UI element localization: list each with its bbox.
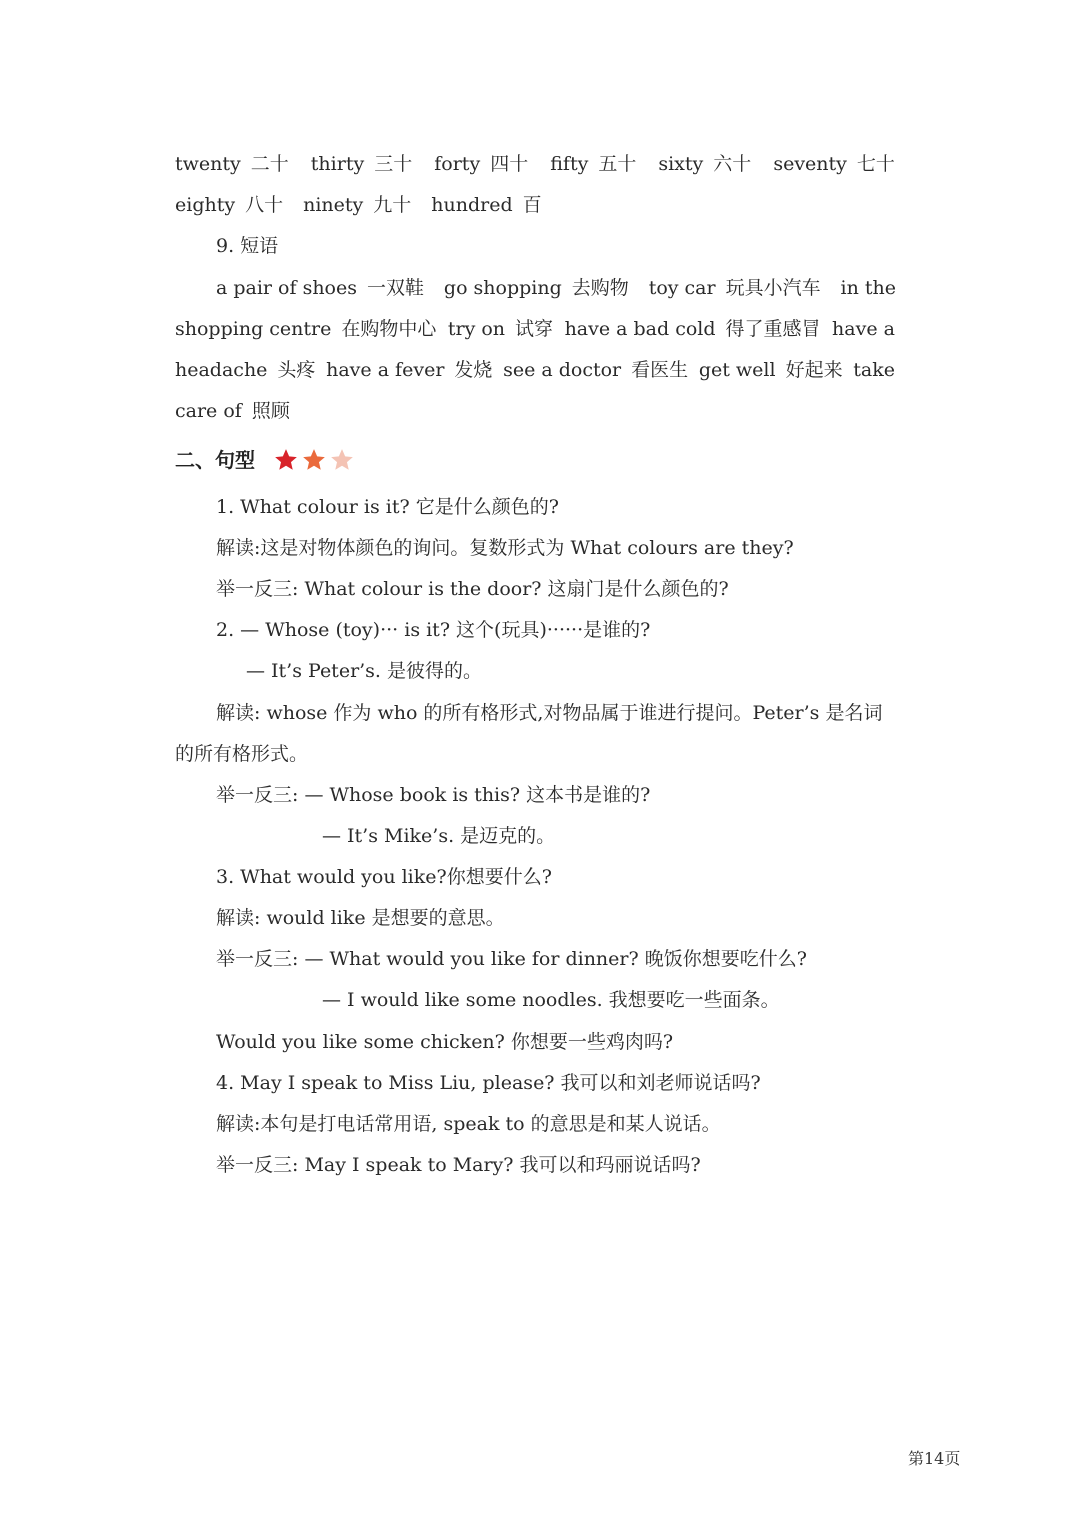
phrases-heading: 9. 短语 [216,235,279,257]
term-english: in the [840,277,896,299]
phrase-term [444,275,629,301]
term-english: toy car [648,277,716,299]
sentence-4: 4. May I speak to Miss Liu, please? 我可以和刘老师说话吗? [216,1072,761,1094]
sentence-1: 1. What colour is it? 它是什么颜色的? [216,496,559,518]
term-chinese: 五十 [598,153,637,175]
phrase-term [832,316,895,342]
sentence-4-example: 举一反三: May I speak to Mary? 我可以和玛丽说话吗? [216,1154,701,1176]
phrases-row-2 [175,316,895,342]
term-english: sixty [658,153,704,175]
section-title: 二、句型 [175,448,255,472]
term-english: get well [698,359,776,381]
term-english: eighty [175,194,236,216]
term-chinese: 七十 [856,153,895,175]
term-chinese: 玩具小汽车 [725,277,821,299]
phrase-term [448,316,553,342]
numbers-row-1 [175,151,895,177]
term-english: twenty [175,153,241,175]
term-english: have a bad cold [564,318,716,340]
difficulty-stars [273,447,357,473]
term-english: see a doctor [503,359,622,381]
term-chinese: 试穿 [515,318,554,340]
star-icon [273,447,299,473]
sentence-3-extra: Would you like some chicken? 你想要一些鸡肉吗? [216,1031,674,1053]
term-chinese: 在购物中心 [341,318,437,340]
phrases-row-1 [216,275,896,301]
term-chinese: 一双鞋 [367,277,425,299]
sentence-4-explanation: 解读:本句是打电话常用语, speak to 的意思是和某人说话。 [216,1113,721,1135]
vocab-term [550,151,636,177]
phrase-term [326,357,492,383]
term-chinese: 发烧 [454,359,493,381]
phrase-term [175,357,315,383]
phrase-term [175,398,290,424]
term-english: have a [832,318,895,340]
term-chinese: 头疼 [277,359,316,381]
sentence-2-example-answer: — It’s Mike’s. 是迈克的。 [322,825,556,847]
phrases-row-3 [175,357,895,383]
sentence-2-explanation-cont: 的所有格形式。 [175,743,309,765]
page-number: 第14页 [908,1449,961,1468]
vocab-term [175,192,283,218]
term-english: hundred [431,194,513,216]
term-english: take [853,359,895,381]
term-english: thirty [310,153,365,175]
term-english: seventy [773,153,847,175]
term-chinese: 三十 [374,153,413,175]
term-english: care of [175,400,242,422]
vocab-term [773,151,895,177]
numbers-row-2 [175,192,895,218]
phrase-term [503,357,688,383]
term-english: go shopping [443,277,562,299]
vocab-term [303,192,411,218]
term-english: try on [447,318,506,340]
sentence-3-example: 举一反三: — What would you like for dinner? 晚饭你想要吃什么? [216,948,807,970]
star-icon [301,447,327,473]
vocab-term [311,151,412,177]
term-chinese: 八十 [245,194,284,216]
sentence-2-answer: — It’s Peter’s. 是彼得的。 [246,660,483,682]
sentence-3-example-answer: — I would like some noodles. 我想要吃一些面条。 [322,989,780,1011]
phrase-term [565,316,821,342]
sentence-2: 2. — Whose (toy)··· is it? 这个(玩具)······是谁的? [216,619,651,641]
term-chinese: 去购物 [571,277,629,299]
term-english: ninety [303,194,364,216]
phrase-term [841,275,896,301]
section-heading [175,446,357,474]
phrases-row-4 [175,398,895,424]
term-english: a pair of shoes [216,277,357,299]
phrase-term [699,357,843,383]
term-chinese: 得了重感冒 [725,318,821,340]
term-chinese: 百 [522,194,542,216]
sentence-2-example: 举一反三: — Whose book is this? 这本书是谁的? [216,784,651,806]
sentence-3: 3. What would you like?你想要什么? [216,866,552,888]
vocab-term [431,192,541,218]
sentence-3-explanation: 解读: would like 是想要的意思。 [216,907,505,929]
term-english: fifty [550,153,589,175]
star-icon [329,447,355,473]
term-chinese: 好起来 [785,359,843,381]
term-chinese: 九十 [373,194,412,216]
term-chinese: 照顾 [251,400,290,422]
term-chinese: 六十 [713,153,752,175]
term-english: have a fever [326,359,445,381]
phrase-term [175,316,436,342]
vocab-term [175,151,289,177]
phrase-term [649,275,821,301]
term-english: forty [434,153,481,175]
sentence-1-example: 举一反三: What colour is the door? 这扇门是什么颜色的? [216,578,729,600]
term-english: shopping centre [175,318,332,340]
term-chinese: 二十 [250,153,289,175]
vocab-term [658,151,751,177]
phrase-term [853,357,895,383]
term-chinese: 四十 [490,153,529,175]
sentence-1-explanation: 解读:这是对物体颜色的询问。复数形式为 What colours are they? [216,537,794,559]
phrase-term [216,275,424,301]
term-english: headache [175,359,268,381]
vocab-term [434,151,528,177]
term-chinese: 看医生 [631,359,689,381]
sentence-2-explanation: 解读: whose 作为 who 的所有格形式,对物品属于谁进行提问。Peter’s 是名词 [216,702,883,724]
